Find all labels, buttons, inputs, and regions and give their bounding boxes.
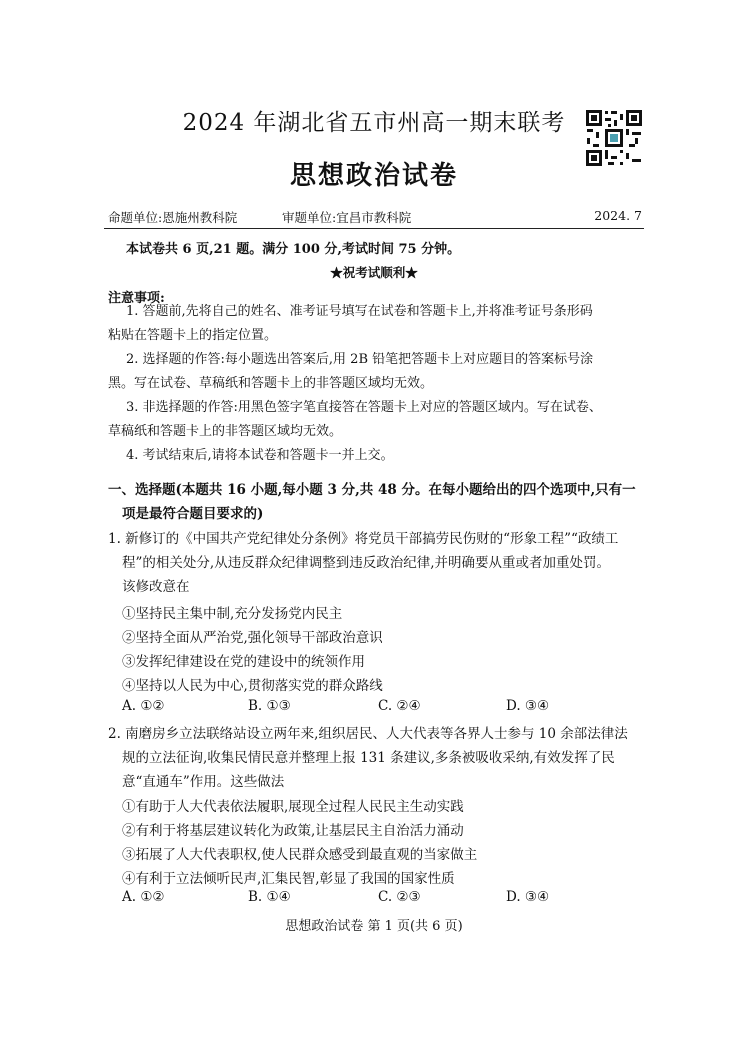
- exam-date: 2024. 7: [594, 208, 642, 223]
- question-1-stem: 1. 新修订的《中国共产党纪律处分条例》将党员干部搞劳民伤财的“形象工程”“政绩工 程”的相关处分,从违反群众纪律调整到违反政治纪律,并明确要从重或者加重处罚。 该修改意在: [108, 531, 619, 595]
- good-luck-text: ★祝考试顺利★: [330, 265, 418, 280]
- question-2-option: ②有利于将基层建议转化为政策,让基层民主自治活力涌动: [122, 823, 464, 839]
- question-1-option: ②坚持全面从严治党,强化领导干部政治意识: [122, 630, 383, 646]
- author-unit: 命题单位:恩施州教科院: [108, 210, 238, 225]
- choice-a: A. ①②: [122, 698, 165, 714]
- question-1-option: ①坚持民主集中制,充分发扬党内民主: [122, 606, 343, 622]
- question-2-option: ③拓展了人大代表职权,使人民群众感受到最直观的当家做主: [122, 847, 478, 863]
- question-1-option: ④坚持以人民为中心,贯彻落实党的群众路线: [122, 678, 383, 694]
- exam-title: 2024 年湖北省五市州高一期末联考: [182, 110, 566, 136]
- notes-heading: 注意事项:: [108, 291, 165, 306]
- reviewer-unit: 审题单位:宜昌市教科院: [282, 210, 412, 225]
- header-divider: [104, 228, 644, 229]
- exam-summary: 本试卷共 6 页,21 题。满分 100 分,考试时间 75 分钟。: [126, 242, 461, 257]
- note-item: 1. 答题前,先将自己的姓名、准考证号填写在试卷和答题卡上,并将准考证号条形码 粘贴在答题卡上的指定位置。 2. 选择题的作答:每小题选出答案后,用 2B 铅笔把答题卡上对应题目的答案标号涂 黑。写在试卷、草稿纸和答题卡上的非答题区域均无效。 3. 非选择题的作答:用黑色签字笔直接答在答题卡上对应的答题区域内。写在试卷、 草稿纸和答题卡上的非答题区域均无效。 4. 考试结束后,请将本试卷和答题卡一并上交。: [108, 304, 602, 463]
- choice-a: A. ①②: [122, 889, 165, 905]
- page-footer: 思想政治试卷 第 1 页(共 6 页): [285, 919, 463, 934]
- question-1-option: ③发挥纪律建设在党的建设中的统领作用: [122, 654, 365, 670]
- choice-b: B. ①④: [248, 889, 291, 905]
- choice-c: C. ②④: [378, 698, 421, 714]
- choice-d: D. ③④: [506, 889, 550, 905]
- question-2-option: ④有利于立法倾听民声,汇集民智,彰显了我国的国家性质: [122, 871, 455, 887]
- choice-c: C. ②③: [378, 889, 421, 905]
- section-heading: 一、选择题(本题共 16 小题,每小题 3 分,共 48 分。在每小题给出的四个选项中,只有一 项是最符合题目要求的): [108, 482, 636, 522]
- question-2-stem: 2. 南磨房乡立法联络站设立两年来,组织居民、人大代表等各界人士参与 10 余部法律法 规的立法征询,收集民情民意并整理上报 131 条建议,多条被吸收采纳,有效发挥了民 意“直通车”作用。这些做法: [108, 726, 628, 790]
- choice-d: D. ③④: [506, 698, 550, 714]
- question-2-option: ①有助于人大代表依法履职,展现全过程人民民主生动实践: [122, 799, 464, 815]
- exam-subtitle: 思想政治试卷: [289, 161, 458, 191]
- choice-b: B. ①③: [248, 698, 291, 714]
